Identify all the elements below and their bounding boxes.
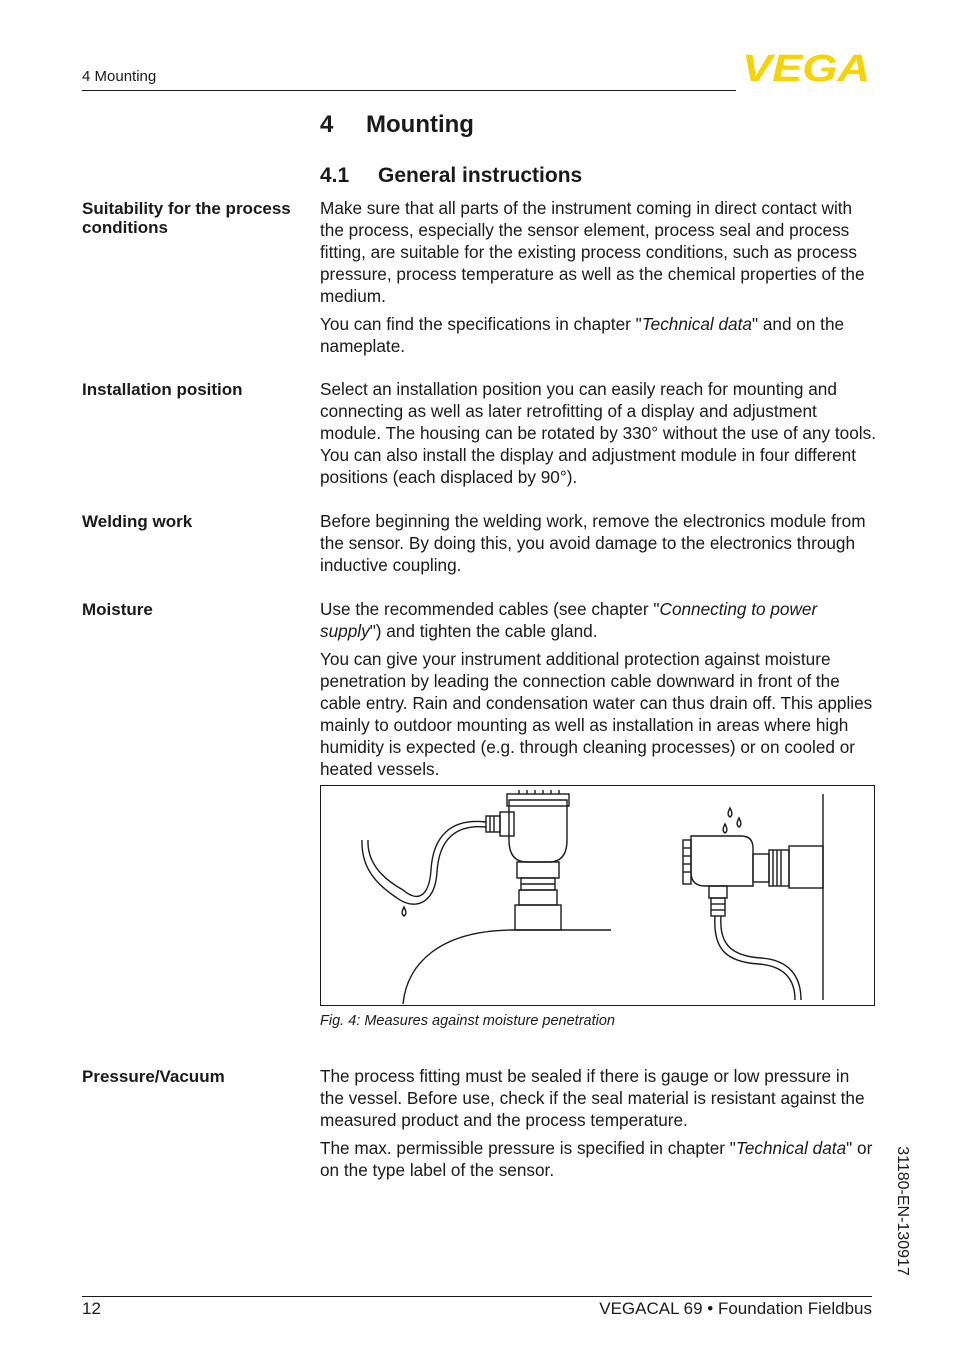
document-code: 31180-EN-130917: [894, 1146, 911, 1276]
footer-rule: [82, 1296, 872, 1297]
paragraph: The max. permissible pressure is specified in chapter "Technical data" or on the type label of the sensor.: [320, 1138, 873, 1180]
chapter-heading: [320, 111, 474, 139]
moisture-figure: [320, 785, 875, 1006]
running-header: 4 Mounting: [82, 68, 157, 85]
section-number: 4.1: [320, 164, 350, 187]
chapter-number: 4: [320, 111, 334, 138]
text-suitability: [320, 197, 876, 363]
paragraph: Select an installation position you can easily reach for mounting and connecting as well as later retrofitting of a display and adjustment module. The housing can be rotated by 330° without the use of any tools. You can also install the display and adjustment module in four different positions (each displaced by 90°).: [320, 379, 876, 487]
margin-label-pressure-vacuum: Pressure/Vacuum: [82, 1067, 225, 1086]
margin-label-welding-work: Welding work: [82, 512, 193, 531]
vessel-mounted-sensor: [362, 790, 611, 1004]
header-rule: [82, 90, 736, 91]
paragraph: You can find the specifications in chapter "Technical data" and on the nameplate.: [320, 314, 845, 356]
wall-mounted-sensor: [683, 794, 823, 1000]
figure-caption: Fig. 4: Measures against moisture penetration: [320, 1013, 615, 1029]
text-moisture: [320, 598, 876, 786]
section-title: General instructions: [378, 164, 583, 187]
page-number: 12: [82, 1299, 101, 1318]
paragraph: Before beginning the welding work, remove the electronics module from the sensor. By doing this, you avoid damage to the electronics through inductive coupling.: [320, 511, 866, 575]
paragraph: The process fitting must be sealed if there is gauge or low pressure in the vessel. Before use, check if the seal material is resistant against the measured product and the process temperature.: [320, 1066, 865, 1130]
text-pressure-vacuum: [320, 1065, 876, 1187]
margin-label-suitability: Suitability for the process conditions: [82, 199, 291, 237]
svg-text:VEGA: VEGA: [742, 50, 870, 84]
section-heading: [320, 164, 582, 188]
product-name: VEGACAL 69 • Foundation Fieldbus: [599, 1299, 872, 1318]
paragraph: You can give your instrument additional protection against moisture penetration by leading the connection cable downward in front of the cable entry. Rain and condensation water can thus drain off. This applies mainly to outdoor mounting as well as installation in areas where high humidity is expected (e.g. through cleaning processes) or on cooled or heated vessels.: [320, 649, 873, 779]
margin-label-moisture: Moisture: [82, 600, 153, 619]
vega-logo: [742, 50, 872, 84]
chapter-title: Mounting: [366, 111, 474, 138]
paragraph: Use the recommended cables (see chapter "Connecting to power supply") and tighten the cable gland.: [320, 599, 818, 641]
margin-label-installation-position: Installation position: [82, 380, 243, 399]
moisture-illustration: [321, 786, 874, 1005]
text-installation-position: [320, 378, 876, 494]
paragraph: Make sure that all parts of the instrument coming in direct contact with the process, especially the sensor element, process seal and process fitting, are suitable for the existing process conditions, such as process pressure, process temperature as well as the chemical properties of the medium.: [320, 198, 865, 306]
text-welding-work: [320, 510, 876, 582]
